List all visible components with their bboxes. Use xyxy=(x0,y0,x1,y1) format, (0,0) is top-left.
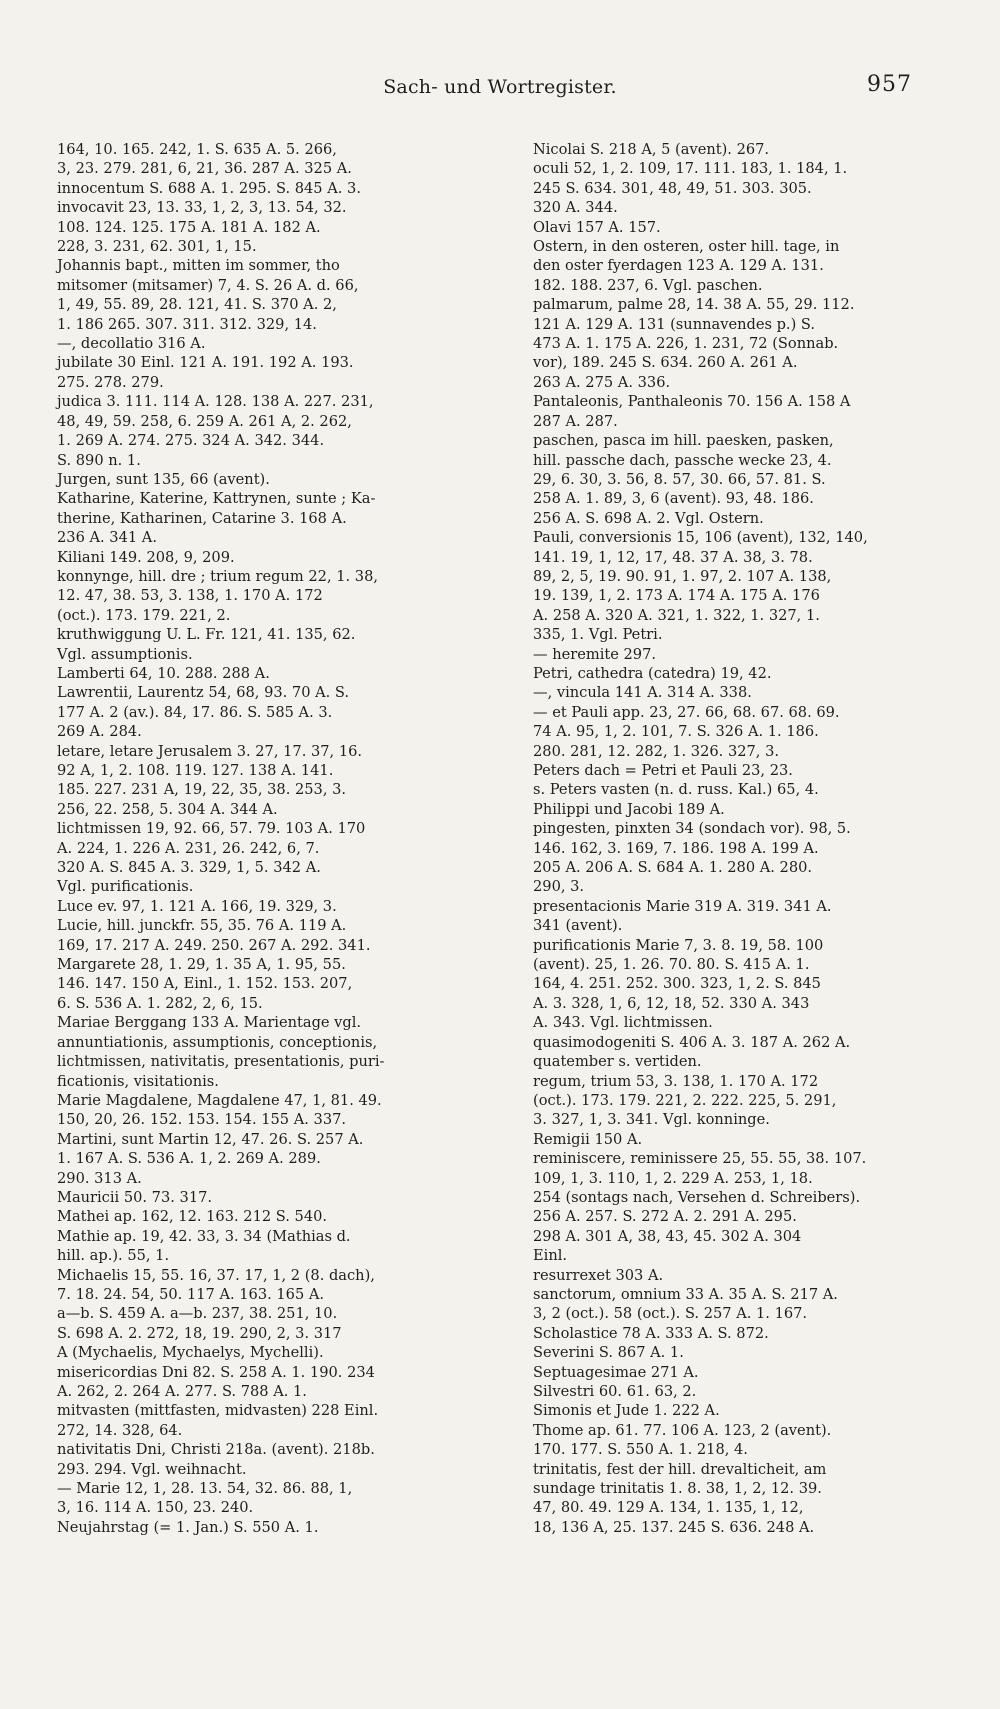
index-entry xyxy=(57,256,462,334)
index-entry xyxy=(57,1518,462,1537)
index-entry-line: (oct.). 173. 179. 221, 2. xyxy=(57,606,231,624)
index-entry xyxy=(57,1207,462,1226)
index-entry xyxy=(533,1033,945,1052)
index-entry xyxy=(57,1266,462,1363)
index-entry-line: Petri, cathedra (catedra) 19, 42. xyxy=(533,664,772,682)
index-entry-line: 141. 19, 1, 12, 17, 48. 37 A. 38, 3. 78. xyxy=(533,548,813,566)
index-entry-line: 245 S. 634. 301, 48, 49, 51. 303. 305. xyxy=(533,179,812,197)
index-entry xyxy=(57,664,462,683)
index-entry-line: 269 A. 284. xyxy=(57,723,142,741)
index-entry xyxy=(57,1188,462,1207)
index-entry-line: s. Peters vasten (n. d. russ. Kal.) 65, 4. xyxy=(533,781,819,799)
index-entry xyxy=(57,470,462,489)
index-entry xyxy=(533,1460,945,1538)
index-entry-line: konnynge, hill. dre ; trium regum 22, 1. 38, xyxy=(57,567,378,585)
index-entry-line: regum, trium 53, 3. 138, 1. 170 A. 172 xyxy=(533,1072,819,1090)
index-entry xyxy=(533,1266,945,1285)
index-entry-line: kruthwiggung U. L. Fr. 121, 41. 135, 62. xyxy=(57,626,356,644)
index-entry-line: 7. 18. 24. 54, 50. 117 A. 163. 165 A. xyxy=(57,1285,325,1303)
index-entry-line: 169, 17. 217 A. 249. 250. 267 A. 292. 341. xyxy=(57,936,371,954)
index-entry xyxy=(533,664,945,683)
index-entry-line: 18, 136 A, 25. 137. 245 S. 636. 248 A. xyxy=(533,1518,815,1536)
index-entry-line: vor), 189. 245 S. 634. 260 A. 261 A. xyxy=(533,354,798,372)
index-entry xyxy=(533,1324,945,1343)
index-entry-line: 258 A. 1. 89, 3, 6 (avent). 93, 48. 186. xyxy=(533,490,814,508)
index-entry-line: Vgl. purificationis. xyxy=(57,878,194,896)
index-entry-line: 1. 186 265. 307. 311. 312. 329, 14. xyxy=(57,315,317,333)
right-index-column xyxy=(533,140,945,1537)
index-entry-line: trinitatis, fest der hill. drevalticheit, am xyxy=(533,1460,827,1478)
index-entry-line: pingesten, pinxten 34 (sondach vor). 98, 5. xyxy=(533,820,851,838)
index-entry xyxy=(533,1421,945,1460)
index-entry-line: 280. 281, 12. 282, 1. 326. 327, 3. xyxy=(533,742,779,760)
index-entry-line: presentacionis Marie 319 A. 319. 341 A. xyxy=(533,897,832,915)
index-entry-line: Luce ev. 97, 1. 121 A. 166, 19. 329, 3. xyxy=(57,897,337,915)
index-entry xyxy=(533,897,945,936)
index-entry xyxy=(57,819,462,897)
index-entry xyxy=(533,140,945,159)
index-entry xyxy=(533,1149,945,1265)
index-entry-line: 3, 16. 114 A. 150, 23. 240. xyxy=(57,1499,254,1517)
index-entry-line: sanctorum, omnium 33 A. 35 A. S. 217 A. xyxy=(533,1285,838,1303)
index-entry-line: —, vincula 141 A. 314 A. 338. xyxy=(533,684,752,702)
index-entry xyxy=(533,431,945,528)
index-entry xyxy=(533,936,945,1033)
index-entry-line: Lucie, hill. junckfr. 55, 35. 76 A. 119 A. xyxy=(57,917,347,935)
index-entry-line: Margarete 28, 1. 29, 1. 35 A, 1. 95, 55. xyxy=(57,956,346,974)
index-entry-line: Mathei ap. 162, 12. 163. 212 S. 540. xyxy=(57,1208,328,1226)
index-entry-line: Johannis bapt., mitten im sommer, tho xyxy=(57,257,340,275)
index-entry-line: 170. 177. S. 550 A. 1. 218, 4. xyxy=(533,1441,748,1459)
index-entry-line: innocentum S. 688 A. 1. 295. S. 845 A. 3. xyxy=(57,179,361,197)
index-entry-line: sundage trinitatis 1. 8. 38, 1, 2, 12. 39. xyxy=(533,1480,822,1498)
index-entry-line: misericordias Dni 82. S. 258 A. 1. 190. 234 xyxy=(57,1363,375,1381)
index-entry-line: jubilate 30 Einl. 121 A. 191. 192 A. 193. xyxy=(57,354,354,372)
index-entry-line: purificationis Marie 7, 3. 8. 19, 58. 100 xyxy=(533,936,824,954)
index-entry xyxy=(533,1401,945,1420)
index-entry-line: 3, 23. 279. 281, 6, 21, 36. 287 A. 325 A. xyxy=(57,160,352,178)
index-entry-line: quasimodogeniti S. 406 A. 3. 187 A. 262 A. xyxy=(533,1033,851,1051)
index-entry-line: Scholastice 78 A. 333 A. S. 872. xyxy=(533,1324,769,1342)
index-entry-line: Lawrentii, Laurentz 54, 68, 93. 70 A. S. xyxy=(57,684,350,702)
index-entry xyxy=(57,392,462,470)
index-entry-line: ficationis, visitationis. xyxy=(57,1072,219,1090)
index-entry-line: Neujahrstag (= 1. Jan.) S. 550 A. 1. xyxy=(57,1518,319,1536)
index-entry-line: Kiliani 149. 208, 9, 209. xyxy=(57,548,235,566)
index-entry-line: 256 A. S. 698 A. 2. Vgl. Ostern. xyxy=(533,509,764,527)
index-entry-line: 335, 1. Vgl. Petri. xyxy=(533,626,663,644)
index-entry xyxy=(533,800,945,819)
index-entry xyxy=(533,159,945,217)
index-entry-line: 164, 10. 165. 242, 1. S. 635 A. 5. 266, xyxy=(57,141,337,158)
index-entry-line: A. 3. 328, 1, 6, 12, 18, 52. 330 A. 343 xyxy=(533,994,810,1012)
index-entry xyxy=(57,353,462,392)
index-entry-line: 121 A. 129 A. 131 (sunnavendes p.) S. xyxy=(533,315,816,333)
index-entry-line: 48, 49, 59. 258, 6. 259 A. 261 A, 2. 262, xyxy=(57,412,352,430)
index-entry-line: 205 A. 206 A. S. 684 A. 1. 280 A. 280. xyxy=(533,859,813,877)
index-entry xyxy=(533,218,945,237)
index-entry-line: 275. 278. 279. xyxy=(57,373,164,391)
index-entry-line: 473 A. 1. 175 A. 226, 1. 231, 72 (Sonnab. xyxy=(533,335,839,353)
index-entry-line: paschen, pasca im hill. paesken, pasken, xyxy=(533,432,834,450)
index-entry-line: Mathie ap. 19, 42. 33, 3. 34 (Mathias d. xyxy=(57,1227,351,1245)
index-entry-line: 1. 167 A. S. 536 A. 1, 2. 269 A. 289. xyxy=(57,1150,321,1168)
index-entry-line: 272, 14. 328, 64. xyxy=(57,1421,183,1439)
page-header xyxy=(0,72,1000,108)
index-entry xyxy=(533,703,945,761)
index-entry xyxy=(57,742,462,820)
index-entry-line: Simonis et Jude 1. 222 A. xyxy=(533,1402,720,1420)
index-entry-line: judica 3. 111. 114 A. 128. 138 A. 227. 231, xyxy=(57,393,374,411)
index-entry xyxy=(57,548,462,567)
index-entry xyxy=(57,1401,462,1440)
index-entry xyxy=(57,1091,462,1130)
index-entry xyxy=(533,295,945,392)
index-entry-line: 254 (sontags nach, Versehen d. Schreibers). xyxy=(533,1188,861,1206)
index-entry xyxy=(533,780,945,799)
index-entry-line: oculi 52, 1, 2. 109, 17. 111. 183, 1. 184, 1. xyxy=(533,160,848,178)
index-entry-line: 182. 188. 237, 6. Vgl. paschen. xyxy=(533,276,763,294)
index-entry xyxy=(57,198,462,256)
index-entry-line: 29, 6. 30, 3. 56, 8. 57, 30. 66, 57. 81. S. xyxy=(533,470,826,488)
index-entry xyxy=(533,761,945,780)
index-entry xyxy=(533,1382,945,1401)
index-entry-line: Pantaleonis, Panthaleonis 70. 156 A. 158 A xyxy=(533,393,851,411)
index-entry-line: Martini, sunt Martin 12, 47. 26. S. 257 A. xyxy=(57,1130,364,1148)
index-entry xyxy=(57,567,462,625)
index-entry-line: — Marie 12, 1, 28. 13. 54, 32. 86. 88, 1, xyxy=(57,1480,353,1498)
index-entry-line: 263 A. 275 A. 336. xyxy=(533,373,671,391)
index-entry-line: Ostern, in den osteren, oster hill. tage, in xyxy=(533,238,840,256)
index-entry-line: 89, 2, 5, 19. 90. 91, 1. 97, 2. 107 A. 138, xyxy=(533,567,832,585)
index-entry-line: Thome ap. 61. 77. 106 A. 123, 2 (avent). xyxy=(533,1421,832,1439)
index-entry-line: 19. 139, 1, 2. 173 A. 174 A. 175 A. 176 xyxy=(533,587,820,605)
index-entry-line: 293. 294. Vgl. weihnacht. xyxy=(57,1460,247,1478)
index-entry-line: Pauli, conversionis 15, 106 (avent), 132, 140, xyxy=(533,529,868,547)
index-entry xyxy=(533,1052,945,1071)
index-entry xyxy=(57,625,462,664)
index-entry-line: 3, 2 (oct.). 58 (oct.). S. 257 A. 1. 167. xyxy=(533,1305,808,1323)
index-entry-line: hill. passche dach, passche wecke 23, 4. xyxy=(533,451,832,469)
index-entry-line: Katharine, Katerine, Kattrynen, sunte ; Ka- xyxy=(57,490,376,508)
index-entry xyxy=(57,1363,462,1402)
index-entry-line: Silvestri 60. 61. 63, 2. xyxy=(533,1383,697,1400)
index-entry-line: 74 A. 95, 1, 2. 101, 7. S. 326 A. 1. 186. xyxy=(533,723,819,741)
index-entry-line: 108. 124. 125. 175 A. 181 A. 182 A. xyxy=(57,218,321,236)
index-entry-line: mitsomer (mitsamer) 7, 4. S. 26 A. d. 66, xyxy=(57,276,359,294)
index-entry xyxy=(533,1363,945,1382)
index-entry-line: Severini S. 867 A. 1. xyxy=(533,1344,684,1362)
index-entry-line: —, decollatio 316 A. xyxy=(57,335,206,353)
index-entry-line: A. 262, 2. 264 A. 277. S. 788 A. 1. xyxy=(57,1383,307,1400)
index-entry-line: Mauricii 50. 73. 317. xyxy=(57,1188,213,1206)
index-entry-line: 109, 1, 3. 110, 1, 2. 229 A. 253, 1, 18. xyxy=(533,1169,813,1187)
index-entry xyxy=(57,140,462,179)
index-entry xyxy=(57,334,462,353)
index-entry-line: therine, Katharinen, Catarine 3. 168 A. xyxy=(57,509,347,527)
index-entry xyxy=(533,1343,945,1362)
index-entry-line: S. 698 A. 2. 272, 18, 19. 290, 2, 3. 317 xyxy=(57,1324,342,1342)
index-entry-line: — et Pauli app. 23, 27. 66, 68. 67. 68. 69. xyxy=(533,703,840,721)
index-entry-line: 287 A. 287. xyxy=(533,412,618,430)
index-entry-line: Olavi 157 A. 157. xyxy=(533,218,661,236)
index-entry xyxy=(533,683,945,702)
page-number: 957 xyxy=(867,72,912,97)
index-entry-line: hill. ap.). 55, 1. xyxy=(57,1247,170,1265)
index-entry-line: 185. 227. 231 A, 19, 22, 35, 38. 253, 3. xyxy=(57,781,347,799)
index-entry-line: Vgl. assumptionis. xyxy=(57,645,193,663)
index-entry-line: Einl. xyxy=(533,1247,568,1265)
index-entry-line: S. 890 n. 1. xyxy=(57,451,141,469)
index-entry-line: 92 A, 1, 2. 108. 119. 127. 138 A. 141. xyxy=(57,762,334,779)
index-entry-line: annuntiationis, assumptionis, conceptionis, xyxy=(57,1033,378,1051)
index-entry xyxy=(57,897,462,916)
index-entry-line: 256, 22. 258, 5. 304 A. 344 A. xyxy=(57,800,278,818)
index-entry-line: — heremite 297. xyxy=(533,645,657,663)
index-entry-line: Michaelis 15, 55. 16, 37. 17, 1, 2 (8. dach), xyxy=(57,1266,375,1284)
index-entry-line: Lamberti 64, 10. 288. 288 A. xyxy=(57,664,270,682)
index-entry-line: Philippi und Jacobi 189 A. xyxy=(533,800,725,818)
index-entry-line: lichtmissen, nativitatis, presentationis, puri- xyxy=(57,1053,385,1071)
index-entry-line: lichtmissen 19, 92. 66, 57. 79. 103 A. 170 xyxy=(57,820,366,838)
index-entry xyxy=(57,916,462,955)
index-entry-line: A. 343. Vgl. lichtmissen. xyxy=(533,1014,713,1032)
index-entry-line: Remigii 150 A. xyxy=(533,1130,643,1148)
index-entry-line: 1, 49, 55. 89, 28. 121, 41. S. 370 A. 2, xyxy=(57,296,337,314)
index-entry-line: 320 A. 344. xyxy=(533,199,618,217)
index-entry xyxy=(533,819,945,897)
index-entry-line: Mariae Berggang 133 A. Marientage vgl. xyxy=(57,1014,362,1032)
index-entry-line: 47, 80. 49. 129 A. 134, 1. 135, 1, 12, xyxy=(533,1499,804,1517)
index-entry-line: (oct.). 173. 179. 221, 2. 222. 225, 5. 291, xyxy=(533,1091,837,1109)
index-entry-line: letare, letare Jerusalem 3. 27, 17. 37, 16. xyxy=(57,742,363,760)
index-entry-line: 341 (avent). xyxy=(533,917,623,935)
index-entry-line: 228, 3. 231, 62. 301, 1, 15. xyxy=(57,238,257,256)
index-entry xyxy=(533,1130,945,1149)
index-entry-line: resurrexet 303 A. xyxy=(533,1266,664,1284)
index-entry-line: 298 A. 301 A, 38, 43, 45. 302 A. 304 xyxy=(533,1227,802,1245)
index-entry-line: Septuagesimae 271 A. xyxy=(533,1363,699,1381)
index-entry xyxy=(57,1479,462,1518)
index-entry-line: 6. S. 536 A. 1. 282, 2, 6, 15. xyxy=(57,994,263,1012)
index-entry xyxy=(533,1072,945,1130)
index-entry-line: 290. 313 A. xyxy=(57,1169,142,1187)
index-entry-line: quatember s. vertiden. xyxy=(533,1053,702,1071)
index-entry xyxy=(57,955,462,1013)
index-entry xyxy=(533,645,945,664)
index-entry-line: reminiscere, reminissere 25, 55. 55, 38. 107. xyxy=(533,1150,867,1168)
index-entry xyxy=(533,1285,945,1324)
index-entry xyxy=(57,489,462,547)
index-entry xyxy=(57,1130,462,1188)
index-entry-line: den oster fyerdagen 123 A. 129 A. 131. xyxy=(533,257,824,275)
index-entry-line: Marie Magdalene, Magdalene 47, 1, 81. 49. xyxy=(57,1091,382,1109)
index-entry-line: nativitatis Dni, Christi 218a. (avent). 218b. xyxy=(57,1441,375,1459)
index-entry-line: palmarum, palme 28, 14. 38 A. 55, 29. 112. xyxy=(533,296,855,314)
index-entry-line: 146. 147. 150 A, Einl., 1. 152. 153. 207, xyxy=(57,975,353,993)
running-title: Sach- und Wortregister. xyxy=(383,76,617,98)
index-entry xyxy=(533,392,945,431)
index-entry-line: 290, 3. xyxy=(533,878,585,896)
index-entry-line: A. 224, 1. 226 A. 231, 26. 242, 6, 7. xyxy=(57,839,320,857)
index-entry-line: 320 A. S. 845 A. 3. 329, 1, 5. 342 A. xyxy=(57,859,321,877)
left-index-column xyxy=(57,140,462,1537)
index-entry-line: 164, 4. 251. 252. 300. 323, 1, 2. S. 845 xyxy=(533,975,821,993)
index-entry-line: Peters dach = Petri et Pauli 23, 23. xyxy=(533,762,793,779)
index-entry-line: 146. 162, 3. 169, 7. 186. 198 A. 199 A. xyxy=(533,839,819,857)
index-entry-line: a—b. S. 459 A. a—b. 237, 38. 251, 10. xyxy=(57,1305,338,1323)
index-entry-line: 150, 20, 26. 152. 153. 154. 155 A. 337. xyxy=(57,1111,347,1129)
index-entry-line: 3. 327, 1, 3. 341. Vgl. konninge. xyxy=(533,1111,770,1129)
index-entry-line: A. 258 A. 320 A. 321, 1. 322, 1. 327, 1. xyxy=(533,606,820,624)
index-entry-line: Jurgen, sunt 135, 66 (avent). xyxy=(57,470,270,488)
index-entry xyxy=(57,1227,462,1266)
index-entry-line: 256 A. 257. S. 272 A. 2. 291 A. 295. xyxy=(533,1208,797,1226)
index-entry-line: A (Mychaelis, Mychaelys, Mychelli). xyxy=(57,1344,324,1362)
index-entry xyxy=(533,528,945,644)
index-entry-line: 177 A. 2 (av.). 84, 17. 86. S. 585 A. 3. xyxy=(57,703,333,721)
index-entry xyxy=(533,237,945,295)
index-entry-line: Nicolai S. 218 A, 5 (avent). 267. xyxy=(533,141,770,158)
index-entry-line: 1. 269 A. 274. 275. 324 A. 342. 344. xyxy=(57,432,325,450)
index-entry-line: invocavit 23, 13. 33, 1, 2, 3, 13. 54, 32. xyxy=(57,199,347,217)
index-entry-line: mitvasten (mittfasten, midvasten) 228 Einl. xyxy=(57,1402,379,1420)
index-entry xyxy=(57,179,462,198)
index-entry-line: (avent). 25, 1. 26. 70. 80. S. 415 A. 1. xyxy=(533,956,810,974)
index-entry xyxy=(57,683,462,741)
index-entry-line: 12. 47, 38. 53, 3. 138, 1. 170 A. 172 xyxy=(57,587,323,605)
index-entry-line: 236 A. 341 A. xyxy=(57,529,157,547)
index-entry xyxy=(57,1013,462,1091)
index-entry xyxy=(57,1440,462,1479)
